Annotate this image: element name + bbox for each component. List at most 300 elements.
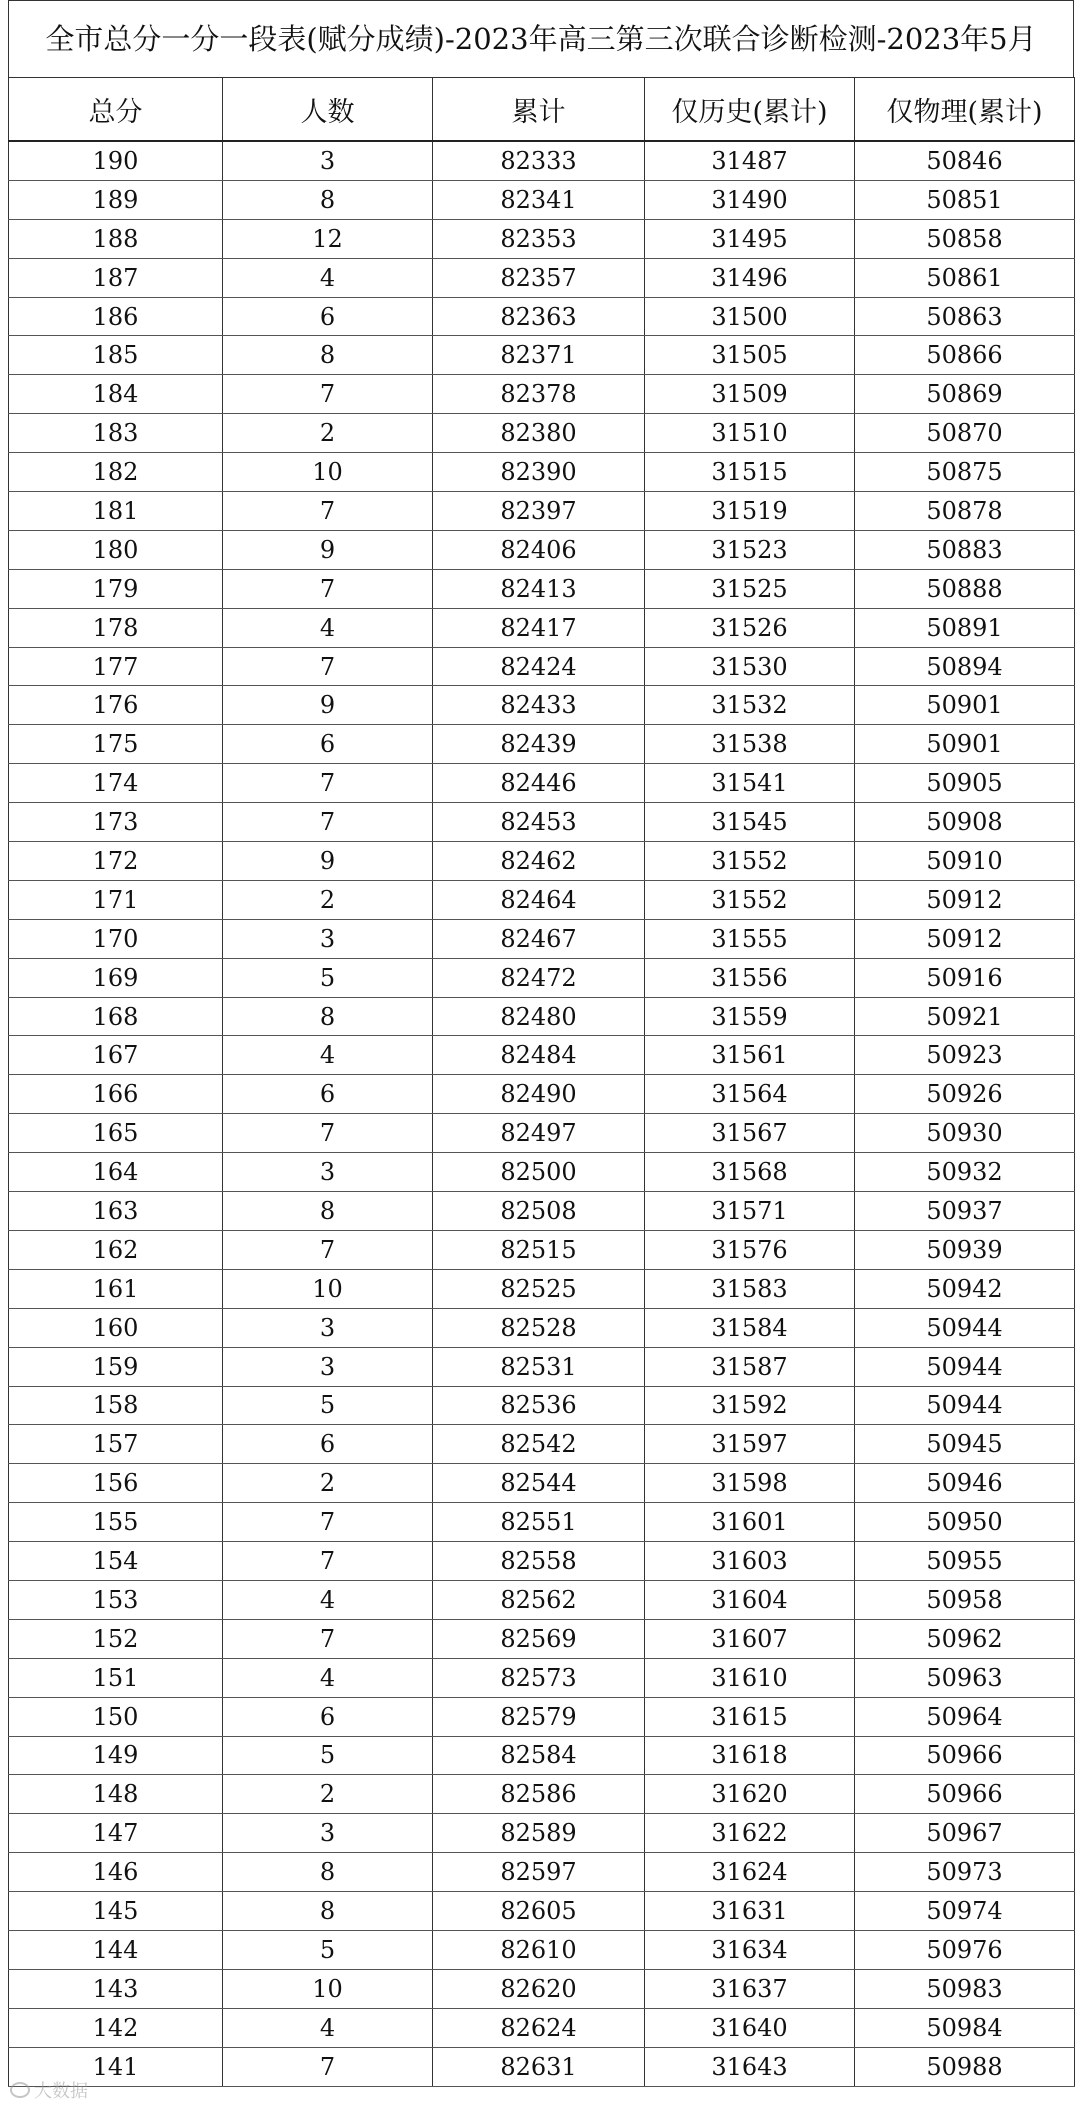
cell-physics-cumulative: 50930: [855, 1114, 1075, 1153]
cell-history-cumulative: 31552: [645, 842, 855, 881]
cell-count: 2: [223, 1775, 433, 1814]
cell-cumulative: 82378: [433, 375, 645, 414]
cell-total-score: 176: [9, 686, 223, 725]
cell-count: 3: [223, 1308, 433, 1347]
cell-cumulative: 82467: [433, 919, 645, 958]
cell-cumulative: 82558: [433, 1542, 645, 1581]
table-row: [9, 2047, 1075, 2086]
cell-history-cumulative: 31556: [645, 958, 855, 997]
cell-count: 4: [223, 1036, 433, 1075]
cell-history-cumulative: 31620: [645, 1775, 855, 1814]
table-row: [9, 1892, 1075, 1931]
table-row: [9, 1775, 1075, 1814]
cell-total-score: 169: [9, 958, 223, 997]
cell-physics-cumulative: 50916: [855, 958, 1075, 997]
cell-count: 7: [223, 1619, 433, 1658]
table-row: [9, 725, 1075, 764]
cell-count: 3: [223, 1814, 433, 1853]
cell-physics-cumulative: 50983: [855, 1969, 1075, 2008]
cell-count: 5: [223, 1736, 433, 1775]
cell-total-score: 145: [9, 1892, 223, 1931]
cell-history-cumulative: 31576: [645, 1230, 855, 1269]
cell-cumulative: 82569: [433, 1619, 645, 1658]
cell-physics-cumulative: 50863: [855, 297, 1075, 336]
table-row: [9, 1192, 1075, 1231]
cell-physics-cumulative: 50901: [855, 725, 1075, 764]
table-row: [9, 1114, 1075, 1153]
cell-cumulative: 82631: [433, 2047, 645, 2086]
cell-cumulative: 82589: [433, 1814, 645, 1853]
cell-total-score: 174: [9, 764, 223, 803]
cell-count: 7: [223, 1114, 433, 1153]
cell-physics-cumulative: 50851: [855, 180, 1075, 219]
cell-total-score: 152: [9, 1619, 223, 1658]
cell-physics-cumulative: 50869: [855, 375, 1075, 414]
cell-history-cumulative: 31624: [645, 1853, 855, 1892]
cell-cumulative: 82417: [433, 608, 645, 647]
cell-physics-cumulative: 50958: [855, 1580, 1075, 1619]
table-row: [9, 336, 1075, 375]
cell-physics-cumulative: 50891: [855, 608, 1075, 647]
cell-cumulative: 82500: [433, 1153, 645, 1192]
cell-count: 3: [223, 1153, 433, 1192]
cell-physics-cumulative: 50912: [855, 880, 1075, 919]
cell-cumulative: 82597: [433, 1853, 645, 1892]
cell-physics-cumulative: 50942: [855, 1269, 1075, 1308]
cell-history-cumulative: 31510: [645, 414, 855, 453]
cell-physics-cumulative: 50984: [855, 2008, 1075, 2047]
cell-total-score: 182: [9, 453, 223, 492]
cell-history-cumulative: 31519: [645, 492, 855, 531]
cell-total-score: 189: [9, 180, 223, 219]
table-row: [9, 647, 1075, 686]
table-row: [9, 258, 1075, 297]
column-header-history-cumulative: 仅历史(累计): [645, 78, 855, 142]
cell-history-cumulative: 31487: [645, 141, 855, 180]
table-row: [9, 1853, 1075, 1892]
cell-total-score: 144: [9, 1930, 223, 1969]
cell-cumulative: 82480: [433, 997, 645, 1036]
cell-total-score: 179: [9, 569, 223, 608]
cell-physics-cumulative: 50966: [855, 1736, 1075, 1775]
cell-total-score: 157: [9, 1425, 223, 1464]
cell-count: 5: [223, 958, 433, 997]
cell-history-cumulative: 31526: [645, 608, 855, 647]
cell-cumulative: 82584: [433, 1736, 645, 1775]
cell-history-cumulative: 31552: [645, 880, 855, 919]
cell-total-score: 166: [9, 1075, 223, 1114]
cell-count: 6: [223, 1697, 433, 1736]
cell-cumulative: 82551: [433, 1503, 645, 1542]
cell-count: 7: [223, 1230, 433, 1269]
cell-history-cumulative: 31592: [645, 1386, 855, 1425]
table-row: [9, 686, 1075, 725]
cell-total-score: 186: [9, 297, 223, 336]
cell-total-score: 181: [9, 492, 223, 531]
cell-total-score: 172: [9, 842, 223, 881]
cell-physics-cumulative: 50921: [855, 997, 1075, 1036]
cell-physics-cumulative: 50910: [855, 842, 1075, 881]
table-row: [9, 1347, 1075, 1386]
cell-cumulative: 82528: [433, 1308, 645, 1347]
table-row: [9, 1425, 1075, 1464]
cell-physics-cumulative: 50967: [855, 1814, 1075, 1853]
cell-history-cumulative: 31538: [645, 725, 855, 764]
cell-physics-cumulative: 50875: [855, 453, 1075, 492]
cell-cumulative: 82453: [433, 803, 645, 842]
table-row: [9, 1153, 1075, 1192]
cell-physics-cumulative: 50976: [855, 1930, 1075, 1969]
cell-history-cumulative: 31604: [645, 1580, 855, 1619]
table-row: [9, 1503, 1075, 1542]
cell-physics-cumulative: 50937: [855, 1192, 1075, 1231]
cell-total-score: 185: [9, 336, 223, 375]
cell-physics-cumulative: 50963: [855, 1658, 1075, 1697]
cell-total-score: 164: [9, 1153, 223, 1192]
table-row: [9, 1542, 1075, 1581]
cell-physics-cumulative: 50926: [855, 1075, 1075, 1114]
cell-total-score: 165: [9, 1114, 223, 1153]
cell-cumulative: 82573: [433, 1658, 645, 1697]
cell-count: 7: [223, 764, 433, 803]
cell-history-cumulative: 31496: [645, 258, 855, 297]
cell-cumulative: 82472: [433, 958, 645, 997]
cell-total-score: 167: [9, 1036, 223, 1075]
cell-cumulative: 82484: [433, 1036, 645, 1075]
cell-count: 8: [223, 997, 433, 1036]
cell-count: 7: [223, 1542, 433, 1581]
cell-total-score: 156: [9, 1464, 223, 1503]
table-row: [9, 1464, 1075, 1503]
cell-history-cumulative: 31598: [645, 1464, 855, 1503]
cell-history-cumulative: 31634: [645, 1930, 855, 1969]
cell-count: 3: [223, 141, 433, 180]
cell-cumulative: 82624: [433, 2008, 645, 2047]
cell-cumulative: 82380: [433, 414, 645, 453]
cell-cumulative: 82542: [433, 1425, 645, 1464]
cell-history-cumulative: 31564: [645, 1075, 855, 1114]
cell-history-cumulative: 31525: [645, 569, 855, 608]
cell-total-score: 171: [9, 880, 223, 919]
watermark-text: 大数据: [34, 2081, 88, 2102]
weibo-icon: [10, 2082, 30, 2098]
table-row: [9, 1580, 1075, 1619]
cell-physics-cumulative: 50923: [855, 1036, 1075, 1075]
cell-cumulative: 82341: [433, 180, 645, 219]
cell-count: 6: [223, 1075, 433, 1114]
table-row: [9, 803, 1075, 842]
column-header-physics-cumulative: 仅物理(累计): [855, 78, 1075, 142]
table-row: [9, 1230, 1075, 1269]
cell-history-cumulative: 31495: [645, 219, 855, 258]
cell-count: 4: [223, 1658, 433, 1697]
cell-cumulative: 82544: [433, 1464, 645, 1503]
cell-cumulative: 82497: [433, 1114, 645, 1153]
table-row: [9, 1036, 1075, 1075]
cell-count: 4: [223, 258, 433, 297]
cell-cumulative: 82508: [433, 1192, 645, 1231]
cell-history-cumulative: 31603: [645, 1542, 855, 1581]
table-row: [9, 453, 1075, 492]
table-row: [9, 764, 1075, 803]
cell-total-score: 183: [9, 414, 223, 453]
cell-physics-cumulative: 50878: [855, 492, 1075, 531]
cell-cumulative: 82397: [433, 492, 645, 531]
cell-total-score: 177: [9, 647, 223, 686]
cell-history-cumulative: 31607: [645, 1619, 855, 1658]
cell-count: 12: [223, 219, 433, 258]
cell-total-score: 148: [9, 1775, 223, 1814]
cell-total-score: 151: [9, 1658, 223, 1697]
table-row: [9, 1814, 1075, 1853]
cell-history-cumulative: 31559: [645, 997, 855, 1036]
cell-history-cumulative: 31637: [645, 1969, 855, 2008]
cell-cumulative: 82446: [433, 764, 645, 803]
cell-total-score: 146: [9, 1853, 223, 1892]
cell-count: 7: [223, 375, 433, 414]
cell-total-score: 143: [9, 1969, 223, 2008]
table-row: [9, 2008, 1075, 2047]
cell-count: 8: [223, 1192, 433, 1231]
cell-cumulative: 82353: [433, 219, 645, 258]
cell-total-score: 141: [9, 2047, 223, 2086]
cell-count: 7: [223, 803, 433, 842]
cell-cumulative: 82490: [433, 1075, 645, 1114]
table-row: [9, 297, 1075, 336]
cell-physics-cumulative: 50870: [855, 414, 1075, 453]
cell-cumulative: 82562: [433, 1580, 645, 1619]
cell-total-score: 160: [9, 1308, 223, 1347]
cell-count: 9: [223, 842, 433, 881]
cell-physics-cumulative: 50964: [855, 1697, 1075, 1736]
cell-total-score: 153: [9, 1580, 223, 1619]
cell-total-score: 155: [9, 1503, 223, 1542]
cell-history-cumulative: 31555: [645, 919, 855, 958]
cell-physics-cumulative: 50905: [855, 764, 1075, 803]
score-table: [8, 77, 1075, 2087]
cell-physics-cumulative: 50932: [855, 1153, 1075, 1192]
cell-total-score: 187: [9, 258, 223, 297]
cell-count: 4: [223, 608, 433, 647]
cell-history-cumulative: 31490: [645, 180, 855, 219]
cell-physics-cumulative: 50945: [855, 1425, 1075, 1464]
cell-cumulative: 82515: [433, 1230, 645, 1269]
cell-cumulative: 82525: [433, 1269, 645, 1308]
cell-history-cumulative: 31523: [645, 530, 855, 569]
cell-count: 8: [223, 180, 433, 219]
table-row: [9, 1386, 1075, 1425]
cell-count: 5: [223, 1930, 433, 1969]
cell-count: 10: [223, 1969, 433, 2008]
table-row: [9, 1969, 1075, 2008]
cell-physics-cumulative: 50846: [855, 141, 1075, 180]
cell-history-cumulative: 31530: [645, 647, 855, 686]
cell-count: 2: [223, 414, 433, 453]
table-row: [9, 608, 1075, 647]
cell-cumulative: 82464: [433, 880, 645, 919]
column-header-cumulative: 累计: [433, 78, 645, 142]
cell-count: 7: [223, 1503, 433, 1542]
cell-cumulative: 82531: [433, 1347, 645, 1386]
cell-total-score: 142: [9, 2008, 223, 2047]
cell-total-score: 175: [9, 725, 223, 764]
cell-count: 8: [223, 336, 433, 375]
cell-count: 3: [223, 1347, 433, 1386]
cell-cumulative: 82406: [433, 530, 645, 569]
cell-history-cumulative: 31532: [645, 686, 855, 725]
cell-physics-cumulative: 50973: [855, 1853, 1075, 1892]
cell-physics-cumulative: 50883: [855, 530, 1075, 569]
cell-history-cumulative: 31622: [645, 1814, 855, 1853]
cell-cumulative: 82413: [433, 569, 645, 608]
table-row: [9, 1075, 1075, 1114]
cell-cumulative: 82333: [433, 141, 645, 180]
cell-cumulative: 82536: [433, 1386, 645, 1425]
cell-total-score: 168: [9, 997, 223, 1036]
cell-physics-cumulative: 50974: [855, 1892, 1075, 1931]
cell-physics-cumulative: 50946: [855, 1464, 1075, 1503]
cell-physics-cumulative: 50912: [855, 919, 1075, 958]
cell-total-score: 149: [9, 1736, 223, 1775]
cell-total-score: 159: [9, 1347, 223, 1386]
cell-count: 7: [223, 492, 433, 531]
cell-total-score: 161: [9, 1269, 223, 1308]
cell-count: 2: [223, 880, 433, 919]
cell-total-score: 170: [9, 919, 223, 958]
cell-physics-cumulative: 50861: [855, 258, 1075, 297]
cell-history-cumulative: 31541: [645, 764, 855, 803]
table-row: [9, 141, 1075, 180]
cell-history-cumulative: 31545: [645, 803, 855, 842]
cell-physics-cumulative: 50894: [855, 647, 1075, 686]
cell-count: 10: [223, 1269, 433, 1308]
cell-count: 6: [223, 725, 433, 764]
cell-history-cumulative: 31500: [645, 297, 855, 336]
cell-total-score: 173: [9, 803, 223, 842]
cell-history-cumulative: 31610: [645, 1658, 855, 1697]
table-row: [9, 530, 1075, 569]
cell-cumulative: 82605: [433, 1892, 645, 1931]
table-row: [9, 375, 1075, 414]
cell-cumulative: 82586: [433, 1775, 645, 1814]
column-header-count: 人数: [223, 78, 433, 142]
cell-count: 5: [223, 1386, 433, 1425]
cell-count: 9: [223, 530, 433, 569]
cell-physics-cumulative: 50944: [855, 1347, 1075, 1386]
cell-cumulative: 82579: [433, 1697, 645, 1736]
cell-physics-cumulative: 50988: [855, 2047, 1075, 2086]
cell-count: 6: [223, 297, 433, 336]
table-row: [9, 414, 1075, 453]
cell-count: 6: [223, 1425, 433, 1464]
cell-physics-cumulative: 50901: [855, 686, 1075, 725]
cell-count: 3: [223, 919, 433, 958]
column-header-total-score: 总分: [9, 78, 223, 142]
cell-physics-cumulative: 50858: [855, 219, 1075, 258]
cell-count: 8: [223, 1892, 433, 1931]
cell-history-cumulative: 31509: [645, 375, 855, 414]
cell-total-score: 150: [9, 1697, 223, 1736]
table-row: [9, 1697, 1075, 1736]
table-row: [9, 1930, 1075, 1969]
watermark: [10, 2077, 88, 2103]
cell-cumulative: 82424: [433, 647, 645, 686]
cell-history-cumulative: 31597: [645, 1425, 855, 1464]
cell-total-score: 188: [9, 219, 223, 258]
cell-physics-cumulative: 50966: [855, 1775, 1075, 1814]
table-row: [9, 919, 1075, 958]
table-row: [9, 1658, 1075, 1697]
cell-history-cumulative: 31631: [645, 1892, 855, 1931]
cell-physics-cumulative: 50944: [855, 1308, 1075, 1347]
cell-count: 7: [223, 647, 433, 686]
table-title: 全市总分一分一段表(赋分成绩)-2023年高三第三次联合诊断检测-2023年5月: [8, 0, 1074, 77]
cell-cumulative: 82462: [433, 842, 645, 881]
cell-history-cumulative: 31583: [645, 1269, 855, 1308]
cell-total-score: 163: [9, 1192, 223, 1231]
table-header: [9, 78, 1075, 142]
cell-history-cumulative: 31615: [645, 1697, 855, 1736]
cell-history-cumulative: 31567: [645, 1114, 855, 1153]
cell-count: 10: [223, 453, 433, 492]
cell-physics-cumulative: 50908: [855, 803, 1075, 842]
table-body: [9, 141, 1075, 2086]
cell-history-cumulative: 31561: [645, 1036, 855, 1075]
table-row: [9, 180, 1075, 219]
cell-physics-cumulative: 50950: [855, 1503, 1075, 1542]
cell-total-score: 178: [9, 608, 223, 647]
cell-total-score: 184: [9, 375, 223, 414]
table-row: [9, 997, 1075, 1036]
cell-cumulative: 82357: [433, 258, 645, 297]
cell-history-cumulative: 31571: [645, 1192, 855, 1231]
table-row: [9, 1308, 1075, 1347]
cell-history-cumulative: 31505: [645, 336, 855, 375]
cell-physics-cumulative: 50866: [855, 336, 1075, 375]
cell-history-cumulative: 31601: [645, 1503, 855, 1542]
cell-physics-cumulative: 50962: [855, 1619, 1075, 1658]
cell-total-score: 154: [9, 1542, 223, 1581]
cell-history-cumulative: 31587: [645, 1347, 855, 1386]
table-row: [9, 1736, 1075, 1775]
cell-cumulative: 82390: [433, 453, 645, 492]
cell-physics-cumulative: 50944: [855, 1386, 1075, 1425]
cell-history-cumulative: 31643: [645, 2047, 855, 2086]
cell-count: 4: [223, 1580, 433, 1619]
cell-count: 2: [223, 1464, 433, 1503]
table-row: [9, 569, 1075, 608]
cell-physics-cumulative: 50888: [855, 569, 1075, 608]
cell-history-cumulative: 31640: [645, 2008, 855, 2047]
table-row: [9, 1269, 1075, 1308]
cell-history-cumulative: 31568: [645, 1153, 855, 1192]
cell-history-cumulative: 31584: [645, 1308, 855, 1347]
table-row: [9, 492, 1075, 531]
cell-cumulative: 82620: [433, 1969, 645, 2008]
cell-total-score: 190: [9, 141, 223, 180]
header-row: [9, 78, 1075, 142]
cell-history-cumulative: 31515: [645, 453, 855, 492]
cell-total-score: 162: [9, 1230, 223, 1269]
cell-total-score: 180: [9, 530, 223, 569]
cell-cumulative: 82371: [433, 336, 645, 375]
cell-total-score: 158: [9, 1386, 223, 1425]
table-row: [9, 958, 1075, 997]
table-row: [9, 842, 1075, 881]
cell-cumulative: 82433: [433, 686, 645, 725]
cell-cumulative: 82439: [433, 725, 645, 764]
cell-history-cumulative: 31618: [645, 1736, 855, 1775]
